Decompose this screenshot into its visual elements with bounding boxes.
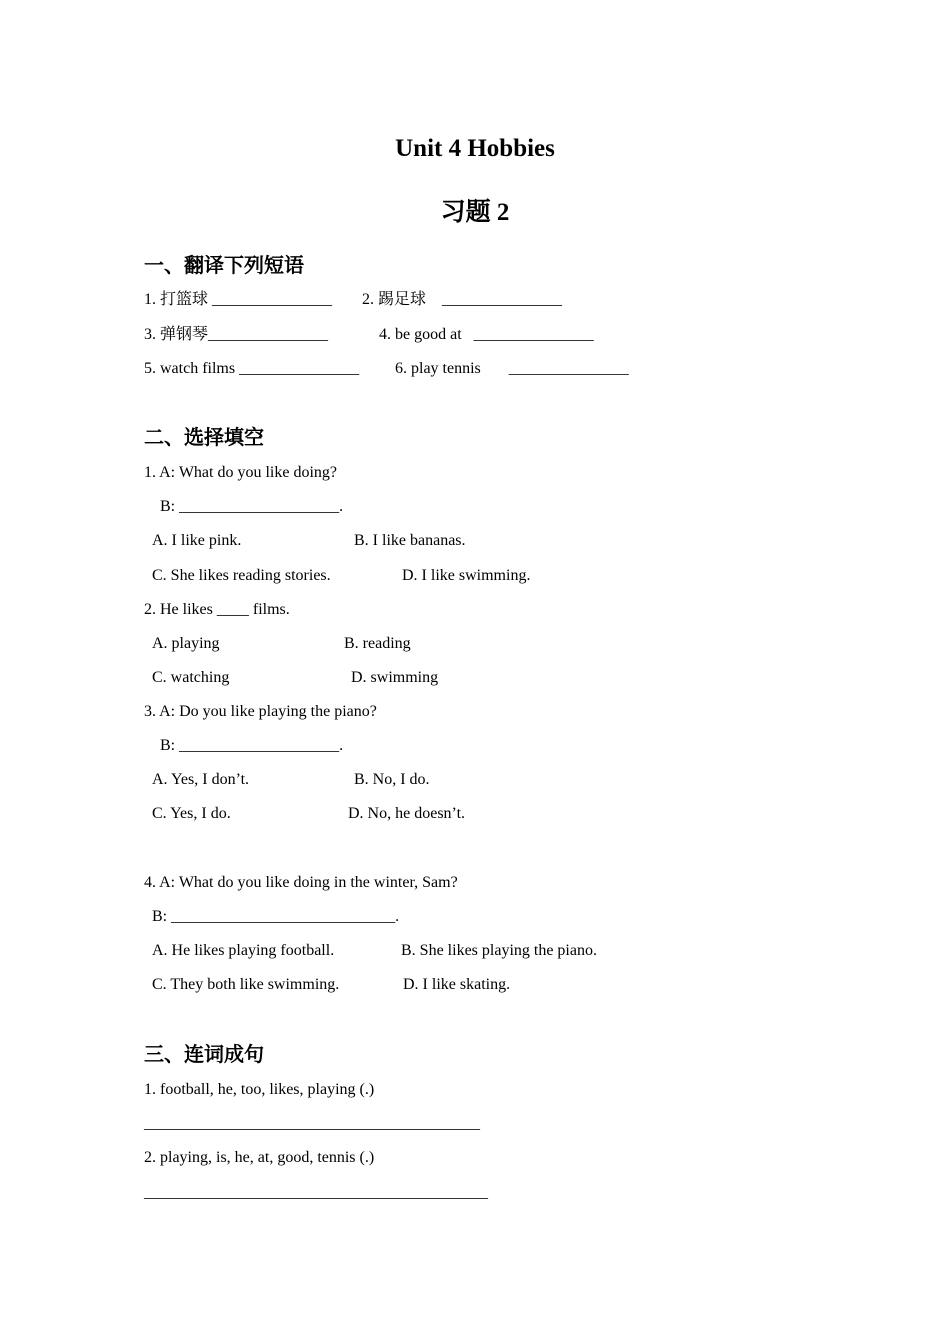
s1-item-3: 3. 弹钢琴_______________ (144, 326, 329, 343)
s1-item-4: 4. be good at _______________ (379, 326, 594, 343)
q2-option-d: D. swimming (351, 669, 439, 686)
s3-answer-line-1: __________________________________________ (144, 1115, 480, 1132)
s1-item-5: 5. watch films _______________ (144, 360, 360, 377)
section-2-heading: 二、选择填空 (144, 425, 264, 449)
page-title: Unit 4 Hobbies (395, 135, 555, 162)
s3-question-2: 2. playing, is, he, at, good, tennis (.) (144, 1149, 375, 1166)
q1-option-c: C. She likes reading stories. (152, 567, 331, 584)
q1-option-d: D. I like swimming. (402, 567, 531, 584)
q1-option-a: A. I like pink. (152, 532, 242, 549)
q1-option-b: B. I like bananas. (354, 532, 466, 549)
section-3-heading: 三、连词成句 (144, 1042, 264, 1066)
q4-option-b: B. She likes playing the piano. (401, 942, 597, 959)
q3-option-d: D. No, he doesn’t. (348, 805, 466, 822)
q1-answer-blank: B: ____________________. (160, 498, 344, 515)
q3-answer-blank: B: ____________________. (160, 737, 344, 754)
q3-option-b: B. No, I do. (354, 771, 430, 788)
q3-option-c: C. Yes, I do. (152, 805, 231, 822)
q4-answer-blank: B: ____________________________. (152, 908, 400, 925)
q3-option-a: A. Yes, I don’t. (152, 771, 250, 788)
s3-question-1: 1. football, he, too, likes, playing (.) (144, 1081, 375, 1098)
q2-option-a: A. playing (152, 635, 220, 652)
q2-option-c: C. watching (152, 669, 230, 686)
q1-question: 1. A: What do you like doing? (144, 464, 338, 481)
s1-item-6: 6. play tennis _______________ (395, 360, 629, 377)
q4-question: 4. A: What do you like doing in the winter, Sam? (144, 874, 458, 891)
s1-item-2: 2. 踢足球 _______________ (362, 291, 563, 308)
q4-option-a: A. He likes playing football. (152, 942, 335, 959)
s1-item-1: 1. 打篮球 _______________ (144, 291, 333, 308)
section-1-heading: 一、翻译下列短语 (144, 253, 304, 277)
s3-answer-line-2: ___________________________________________ (144, 1184, 488, 1201)
q3-question: 3. A: Do you like playing the piano? (144, 703, 377, 720)
page-subtitle: 习题 2 (440, 199, 510, 226)
q2-option-b: B. reading (344, 635, 411, 652)
q2-question: 2. He likes ____ films. (144, 601, 290, 618)
q4-option-c: C. They both like swimming. (152, 976, 340, 993)
q4-option-d: D. I like skating. (403, 976, 511, 993)
